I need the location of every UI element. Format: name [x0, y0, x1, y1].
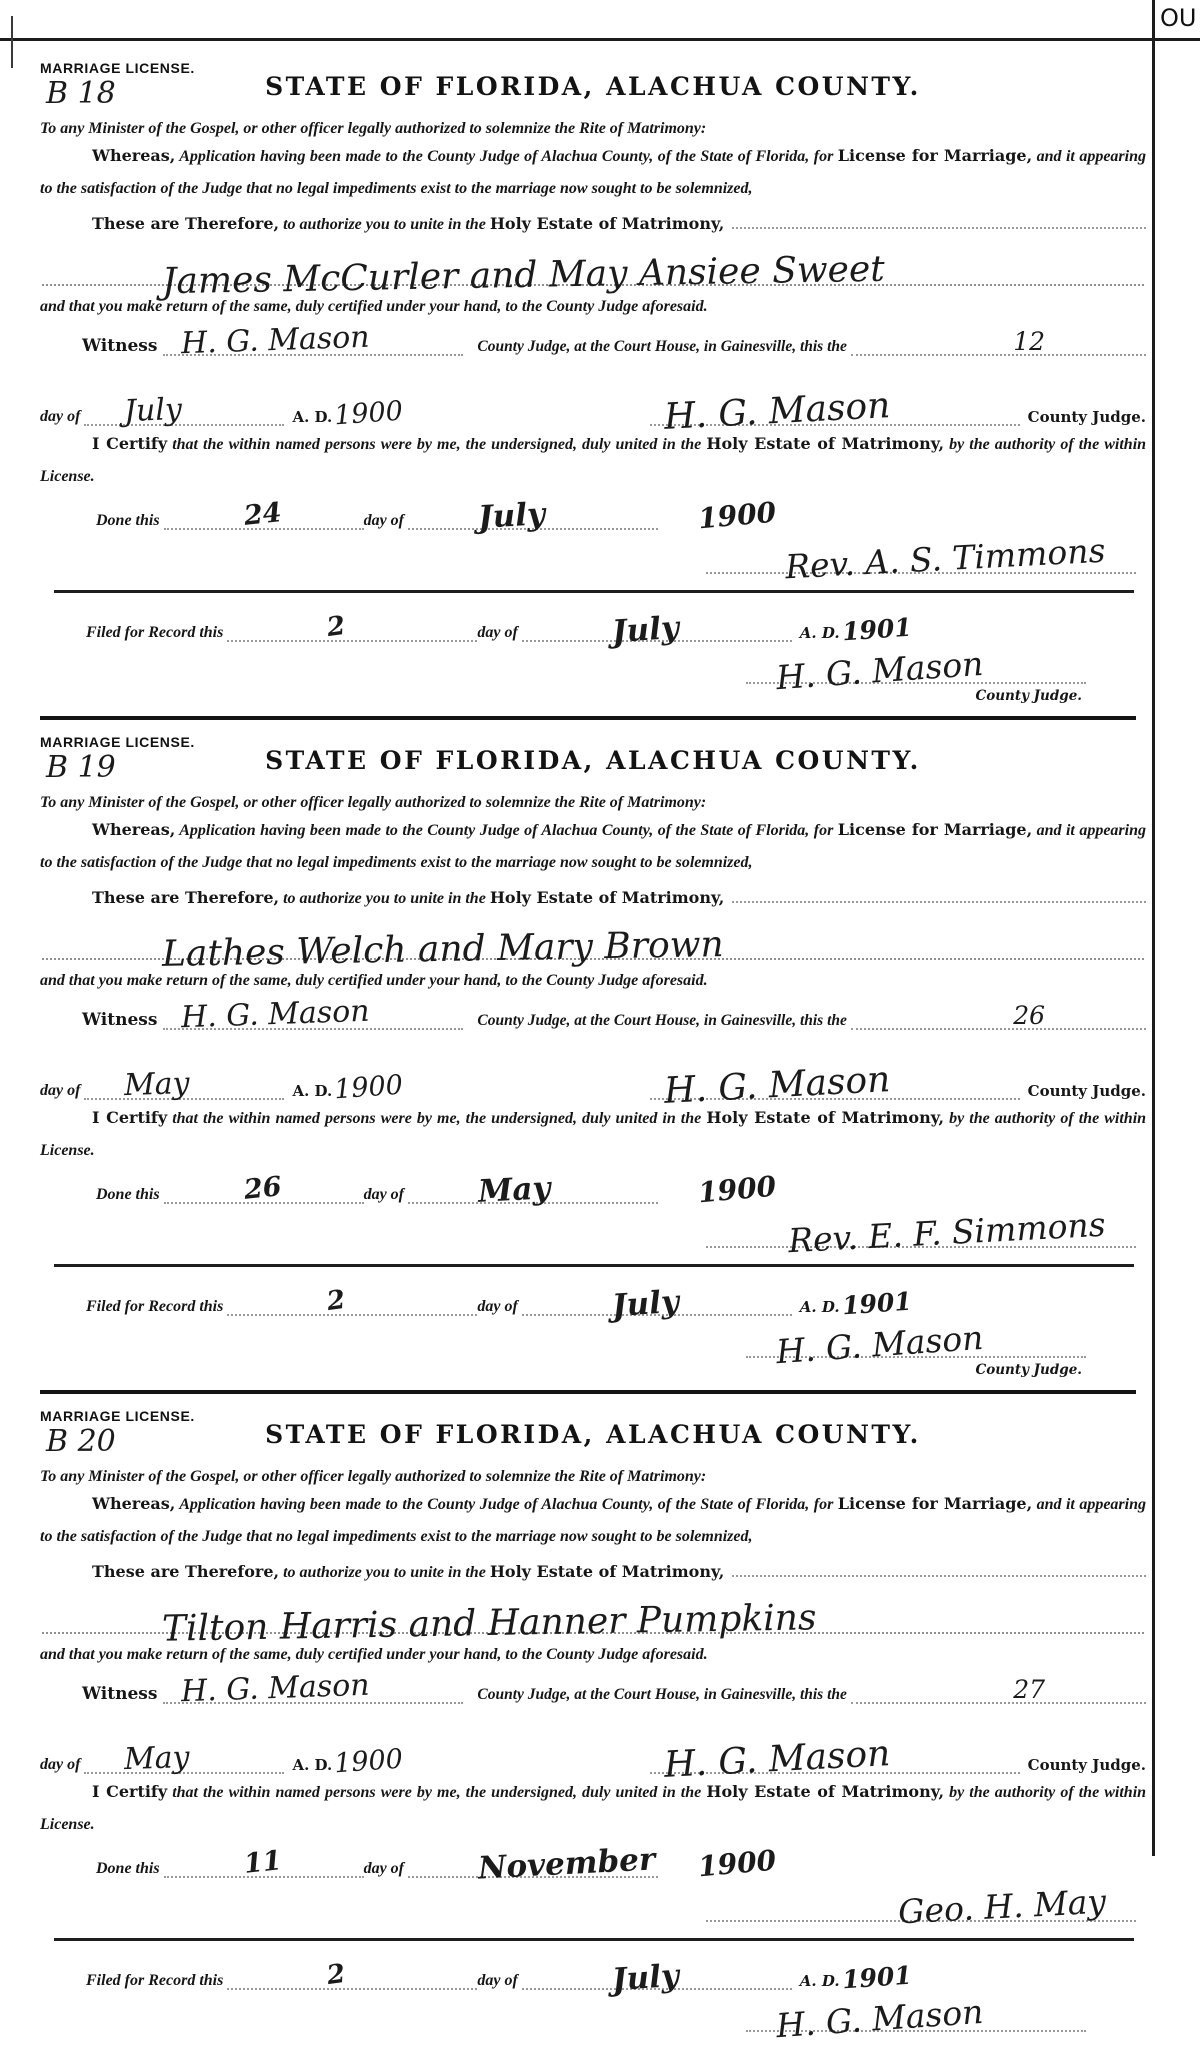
witness-day-slot: [851, 1001, 1146, 1030]
return-clause: and that you make return of the same, duly certified under your hand, to the County Judge aforesaid.: [40, 298, 708, 315]
judge-signature-slot: [650, 385, 1020, 438]
officiant-signature-handwriting: Geo. H. May: [897, 1881, 1107, 1932]
county-judge-label: County Judge.: [1027, 1082, 1146, 1100]
couple-names-handwriting: Lathes Welch and Mary Brown: [161, 924, 725, 975]
witness-word: Witness: [82, 1010, 158, 1030]
filed-signature-handwriting: H. G. Mason: [774, 1317, 985, 1372]
done-year-handwriting: 1900: [696, 1843, 778, 1884]
whereas-text-a: Application having been made to the County Judge of Alachua County, of the State of Florida, for: [179, 822, 834, 839]
filed-signature-handwriting: H. G. Mason: [774, 643, 985, 698]
record-header: [40, 1408, 1146, 1464]
month-slot: [84, 1739, 284, 1778]
done-year-handwriting: 1900: [696, 495, 778, 536]
holy-estate-words-2: Holy Estate of Matrimony,: [706, 1108, 945, 1127]
filed-signature-row: [40, 1990, 1146, 2045]
holy-estate-words-2: Holy Estate of Matrimony,: [706, 1782, 945, 1801]
done-year-handwriting: 1900: [696, 1169, 778, 1210]
filed-line: [40, 1283, 1146, 1325]
whereas-text-b: and it appearing to the satisfaction of the Judge that no legal impediments exist to the marriage now sought to be solemnized,: [40, 822, 1147, 871]
filed-month-slot: [522, 609, 792, 651]
year-handwriting: 1900: [333, 1743, 405, 1780]
day-of-line: [40, 374, 1146, 438]
therefore-words: These are Therefore,: [92, 888, 280, 907]
holy-estate-words: Holy Estate of Matrimony,: [489, 1562, 725, 1581]
holy-estate-words-2: Holy Estate of Matrimony,: [706, 434, 945, 453]
done-line: [40, 1841, 1146, 1887]
witness-day-slot: [851, 1675, 1146, 1704]
state-title: STATE OF FLORIDA, ALACHUA COUNTY.: [265, 746, 921, 775]
whereas-text-a: Application having been made to the County Judge of Alachua County, of the State of Florida, for: [179, 1496, 834, 1513]
couple-names-handwriting: James McCurler and May Ansiee Sweet: [161, 248, 886, 303]
filed-divider: [54, 1264, 1134, 1267]
county-judge-small-label: County Judge.: [975, 1362, 1082, 1378]
day-of-line: [40, 1048, 1146, 1112]
done-day-handwriting: 11: [242, 1845, 283, 1880]
officiant-signature-handwriting: Rev. E. F. Simmons: [787, 1204, 1107, 1261]
county-judge-small-label: County Judge.: [975, 688, 1082, 704]
month-handwriting: July: [123, 392, 183, 429]
therefore-text: to authorize you to unite in the: [283, 216, 486, 233]
witness-signature-slot: [163, 1667, 463, 1710]
day-of-label: day of: [40, 408, 81, 425]
filed-divider: [54, 590, 1134, 593]
certify-text-b: by the authority of the within License.: [40, 436, 1147, 485]
license-number: B 18: [46, 76, 116, 111]
filed-line: [40, 1957, 1146, 1999]
year-handwriting: 1900: [333, 1069, 405, 1106]
day-of-label: day of: [40, 1756, 81, 1773]
record-header: [40, 60, 1146, 116]
done-day-handwriting: 26: [242, 1171, 283, 1206]
done-month-handwriting: May: [477, 1170, 552, 1210]
done-line: [40, 1169, 1146, 1210]
witness-signature-handwriting: H. G. Mason: [180, 993, 371, 1036]
whereas-paragraph: [40, 140, 1146, 205]
certify-words: I Certify: [92, 1782, 168, 1801]
return-clause: and that you make return of the same, duly certified under your hand, to the County Judge aforesaid.: [40, 1646, 708, 1663]
filed-day-slot: [227, 610, 477, 644]
license-for-marriage-words: License for Marriage,: [837, 820, 1033, 839]
judge-signature-handwriting: H. G. Mason: [662, 385, 891, 438]
month-slot: [84, 392, 284, 429]
day-of-label-2: day of: [363, 1186, 405, 1203]
state-title: STATE OF FLORIDA, ALACHUA COUNTY.: [265, 1420, 921, 1449]
judge-signature-handwriting: H. G. Mason: [662, 1733, 891, 1786]
whereas-text-b: and it appearing to the satisfaction of the Judge that no legal impediments exist to the marriage now sought to be solemnized,: [40, 1496, 1147, 1545]
filed-label: Filed for Record this: [86, 1298, 224, 1315]
done-month-slot: [408, 496, 658, 536]
county-judge-clause: County Judge, at the Court House, in Gainesville, this the: [477, 1686, 847, 1703]
scan-left-tick: [11, 16, 13, 68]
license-number: B 20: [46, 1424, 116, 1459]
done-month-handwriting: November: [477, 1841, 657, 1887]
marriage-license-record-b20: [40, 1394, 1147, 2045]
therefore-words: These are Therefore,: [92, 1562, 280, 1581]
addressee-line: To any Minister of the Gospel, or other officer legally authorized to solemnize the Rite of Matrimony:: [40, 794, 707, 811]
whereas-word: Whereas,: [92, 1494, 176, 1513]
witness-day-handwriting: 26: [1013, 1001, 1046, 1030]
certify-paragraph: [40, 1102, 1146, 1167]
license-for-marriage-words: License for Marriage,: [837, 1494, 1033, 1513]
witness-day-handwriting: 12: [1013, 327, 1046, 356]
done-month-handwriting: July: [477, 496, 546, 536]
day-of-label-3: day of: [477, 624, 518, 641]
certify-words: I Certify: [92, 434, 168, 453]
day-of-label-3: day of: [477, 1298, 518, 1315]
officiant-signature-slot: [706, 1204, 1136, 1261]
therefore-line: [40, 887, 1146, 908]
therefore-words: These are Therefore,: [92, 214, 280, 233]
witness-signature-slot: [163, 993, 463, 1036]
witness-line: [40, 319, 1146, 362]
holy-estate-words: Holy Estate of Matrimony,: [489, 888, 725, 907]
filed-day-slot: [227, 1958, 477, 1992]
dotted-leader: [732, 213, 1146, 229]
officiant-row: [40, 1204, 1146, 1261]
filed-year-handwriting: 1901: [840, 612, 913, 647]
witness-word: Witness: [82, 336, 158, 356]
dotted-leader: [732, 1561, 1146, 1577]
return-clause: and that you make return of the same, duly certified under your hand, to the County Judge aforesaid.: [40, 972, 708, 989]
done-day-slot: [164, 1845, 364, 1880]
county-judge-clause: County Judge, at the Court House, in Gainesville, this the: [477, 338, 847, 355]
dotted-leader: [732, 887, 1146, 903]
done-line: [40, 495, 1146, 536]
judge-signature-handwriting: H. G. Mason: [662, 1059, 891, 1112]
filed-month-slot: [522, 1957, 792, 1999]
ad-label-2: A. D.: [799, 1298, 840, 1316]
ad-label: A. D.: [292, 1756, 333, 1774]
done-this-label: Done this: [96, 1186, 160, 1203]
scan-right-rule: [1152, 0, 1155, 1856]
officiant-signature-slot: [706, 530, 1136, 587]
witness-day-handwriting: 27: [1013, 1675, 1046, 1704]
filed-month-handwriting: July: [610, 1283, 680, 1325]
officiant-signature-handwriting: Rev. A. S. Timmons: [784, 530, 1107, 587]
officiant-signature-slot: [706, 1881, 1136, 1932]
filed-month-handwriting: July: [610, 609, 680, 651]
day-of-label: day of: [40, 1082, 81, 1099]
witness-line: [40, 1667, 1146, 1710]
officiant-row: [40, 1878, 1146, 1932]
holy-estate-words: Holy Estate of Matrimony,: [489, 214, 725, 233]
marriage-license-label: MARRIAGE LICENSE.: [40, 734, 195, 750]
page-number: OU: [1160, 4, 1197, 32]
county-judge-label: County Judge.: [1027, 1756, 1146, 1774]
ledger-page: [40, 46, 1147, 2045]
whereas-paragraph: [40, 1488, 1146, 1553]
marriage-license-label: MARRIAGE LICENSE.: [40, 1408, 195, 1424]
couple-names-line: [42, 1582, 1144, 1650]
judge-signature-slot: [650, 1059, 1020, 1112]
filed-signature-handwriting: H. G. Mason: [774, 1991, 985, 2045]
done-day-slot: [164, 1171, 364, 1206]
month-slot: [84, 1065, 284, 1104]
certify-paragraph: [40, 428, 1146, 493]
witness-signature-handwriting: H. G. Mason: [180, 1667, 371, 1710]
day-of-label-2: day of: [363, 1860, 405, 1877]
whereas-text-b: and it appearing to the satisfaction of the Judge that no legal impediments exist to the marriage now sought to be solemnized,: [40, 148, 1147, 197]
month-handwriting: May: [123, 1065, 191, 1104]
certify-paragraph: [40, 1776, 1146, 1841]
ad-label: A. D.: [292, 1082, 333, 1100]
record-header: [40, 734, 1146, 790]
license-for-marriage-words: License for Marriage,: [837, 146, 1033, 165]
filed-day-handwriting: 2: [325, 1958, 348, 1992]
county-judge-clause: County Judge, at the Court House, in Gainesville, this the: [477, 1012, 847, 1029]
couple-names-handwriting: Tilton Harris and Hanner Pumpkins: [161, 1597, 817, 1650]
county-judge-label: County Judge.: [1027, 408, 1146, 426]
scan-top-rule: [0, 38, 1200, 41]
ad-label-2: A. D.: [799, 1972, 840, 1990]
certify-words: I Certify: [92, 1108, 168, 1127]
witness-word: Witness: [82, 1684, 158, 1704]
month-handwriting: May: [123, 1739, 191, 1778]
therefore-text: to authorize you to unite in the: [283, 1564, 486, 1581]
witness-line: [40, 993, 1146, 1036]
whereas-text-a: Application having been made to the County Judge of Alachua County, of the State of Florida, for: [179, 148, 834, 165]
certify-text-a: that the within named persons were by me, the undersigned, duly united in the: [172, 1784, 702, 1801]
addressee-line: To any Minister of the Gospel, or other officer legally authorized to solemnize the Rite of Matrimony:: [40, 120, 707, 137]
marriage-license-record-b18: [40, 46, 1146, 720]
marriage-license-record-b19: [40, 720, 1146, 1394]
filed-year-handwriting: 1901: [840, 1286, 913, 1321]
therefore-line: [40, 1561, 1146, 1582]
filed-label: Filed for Record this: [86, 624, 224, 641]
done-day-handwriting: 24: [242, 497, 283, 532]
certify-text-a: that the within named persons were by me, the undersigned, duly united in the: [172, 1110, 702, 1127]
done-month-slot: [408, 1841, 658, 1887]
filed-day-handwriting: 2: [325, 1284, 348, 1318]
done-this-label: Done this: [96, 512, 160, 529]
ad-label-2: A. D.: [799, 624, 840, 642]
filed-divider: [54, 1938, 1134, 1941]
couple-names-line: [42, 908, 1144, 975]
filed-month-handwriting: July: [610, 1957, 680, 1999]
witness-signature-slot: [163, 319, 463, 362]
whereas-paragraph: [40, 814, 1146, 879]
done-month-slot: [408, 1170, 658, 1210]
couple-names-line: [42, 234, 1144, 303]
filed-year-handwriting: 1901: [840, 1960, 913, 1995]
filed-day-handwriting: 2: [325, 610, 348, 644]
certify-text-b: by the authority of the within License.: [40, 1110, 1147, 1159]
whereas-word: Whereas,: [92, 146, 176, 165]
day-of-label-3: day of: [477, 1972, 518, 1989]
therefore-line: [40, 213, 1146, 234]
day-of-label-2: day of: [363, 512, 405, 529]
officiant-row: [40, 530, 1146, 587]
filed-signature-slot: [746, 1991, 1086, 2045]
filed-label: Filed for Record this: [86, 1972, 224, 1989]
state-title: STATE OF FLORIDA, ALACHUA COUNTY.: [265, 72, 921, 101]
license-number: B 19: [46, 750, 116, 785]
filed-line: [40, 609, 1146, 651]
addressee-line: To any Minister of the Gospel, or other officer legally authorized to solemnize the Rite of Matrimony:: [40, 1468, 707, 1485]
filed-month-slot: [522, 1283, 792, 1325]
year-handwriting: 1900: [333, 395, 405, 432]
done-this-label: Done this: [96, 1860, 160, 1877]
witness-signature-handwriting: H. G. Mason: [180, 319, 371, 362]
judge-signature-slot: [650, 1733, 1020, 1786]
whereas-word: Whereas,: [92, 820, 176, 839]
day-of-line: [40, 1722, 1146, 1786]
therefore-text: to authorize you to unite in the: [283, 890, 486, 907]
marriage-license-label: MARRIAGE LICENSE.: [40, 60, 195, 76]
certify-text-a: that the within named persons were by me, the undersigned, duly united in the: [172, 436, 702, 453]
done-day-slot: [164, 497, 364, 532]
filed-day-slot: [227, 1284, 477, 1318]
ad-label: A. D.: [292, 408, 333, 426]
witness-day-slot: [851, 327, 1146, 356]
certify-text-b: by the authority of the within License.: [40, 1784, 1147, 1833]
